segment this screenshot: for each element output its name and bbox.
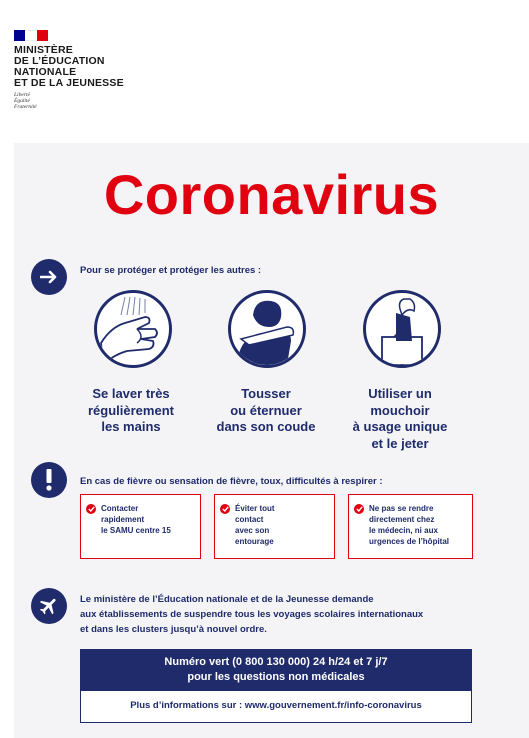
caption-tissue [335, 386, 465, 452]
caption-line: dans son coude [216, 419, 316, 434]
caption-line: ou éternuer [230, 402, 302, 418]
caption-line: Utiliser un [368, 386, 432, 401]
motto-line: Égalité [14, 98, 30, 104]
arrow-right-icon [31, 259, 67, 295]
travel-notice [80, 592, 423, 637]
hotline-number: Numéro vert (0 800 130 000) 24 h/24 et 7 j/7 [164, 656, 388, 668]
coronavirus-poster [14, 143, 529, 738]
alert-line: Contacter [101, 504, 139, 513]
motto-line: Fraternité [14, 104, 37, 110]
alert-text [101, 503, 171, 536]
cough-elbow-icon [228, 290, 306, 368]
more-info-link[interactable]: Plus d’informations sur : www.gouvernement.fr/info-coronavirus [130, 700, 422, 711]
handwashing-icon [94, 290, 172, 368]
ministry-header [14, 30, 124, 110]
caption-wash-hands [66, 386, 196, 436]
caption-cough-elbow [201, 386, 331, 436]
info-box [80, 649, 472, 723]
alert-line: entourage [235, 537, 274, 546]
alert-box-avoid-contact [214, 494, 335, 559]
alert-line: rapidement [101, 515, 145, 524]
alert-line: contact [235, 515, 264, 524]
caption-line: et le jeter [371, 435, 429, 451]
travel-line: Le ministère de l’Éducation nationale et de la Jeunesse demande [80, 594, 374, 605]
motto-line: Liberté [14, 92, 30, 98]
alert-line: le SAMU centre 15 [101, 526, 171, 535]
alert-line: avec son [235, 526, 270, 535]
hotline-purpose: pour les questions non médicales [187, 671, 365, 683]
hotline-banner [81, 650, 471, 691]
travel-line: aux établissements de suspendre tous les voyages scolaires internationaux [80, 609, 424, 620]
alert-line: Ne pas se rendre [369, 504, 434, 513]
fever-intro: En cas de fièvre ou sensation de fièvre, toux, difficultés à respirer : [80, 476, 383, 487]
ministry-name-line: NATIONALE [14, 66, 77, 78]
alert-text [369, 503, 449, 547]
poster-title: Coronavirus [103, 163, 440, 226]
caption-line: les mains [101, 419, 161, 434]
caption-line: régulièrement [88, 402, 174, 418]
check-icon [354, 504, 364, 514]
caption-line: à usage unique [352, 419, 448, 434]
check-icon [86, 504, 96, 514]
alert-box-samu [80, 494, 201, 559]
tissue-box-icon [363, 290, 441, 368]
french-flag-icon [14, 30, 48, 41]
protect-intro: Pour se protéger et protéger les autres : [80, 265, 262, 276]
caption-line: Tousser [241, 386, 291, 401]
check-icon [220, 504, 230, 514]
motto [14, 92, 124, 110]
ministry-name-line: ET DE LA JEUNESSE [14, 77, 124, 89]
caption-line: Se laver très [92, 386, 170, 401]
exclamation-icon [31, 462, 67, 498]
alert-text [235, 503, 275, 547]
alert-line: le médecin, ni aux [369, 526, 438, 535]
alert-line: urgences de l’hôpital [369, 537, 450, 546]
caption-line: mouchoir [370, 402, 430, 418]
alert-line: Éviter tout [235, 504, 275, 513]
ministry-name-line: MINISTÈRE [14, 44, 73, 56]
airplane-icon [31, 588, 67, 624]
ministry-name-line: DE L’ÉDUCATION [14, 55, 105, 67]
alert-line: directement chez [369, 515, 435, 524]
travel-line: et dans les clusters jusqu’à nouvel ordre. [80, 624, 267, 635]
alert-box-no-doctor [348, 494, 473, 559]
